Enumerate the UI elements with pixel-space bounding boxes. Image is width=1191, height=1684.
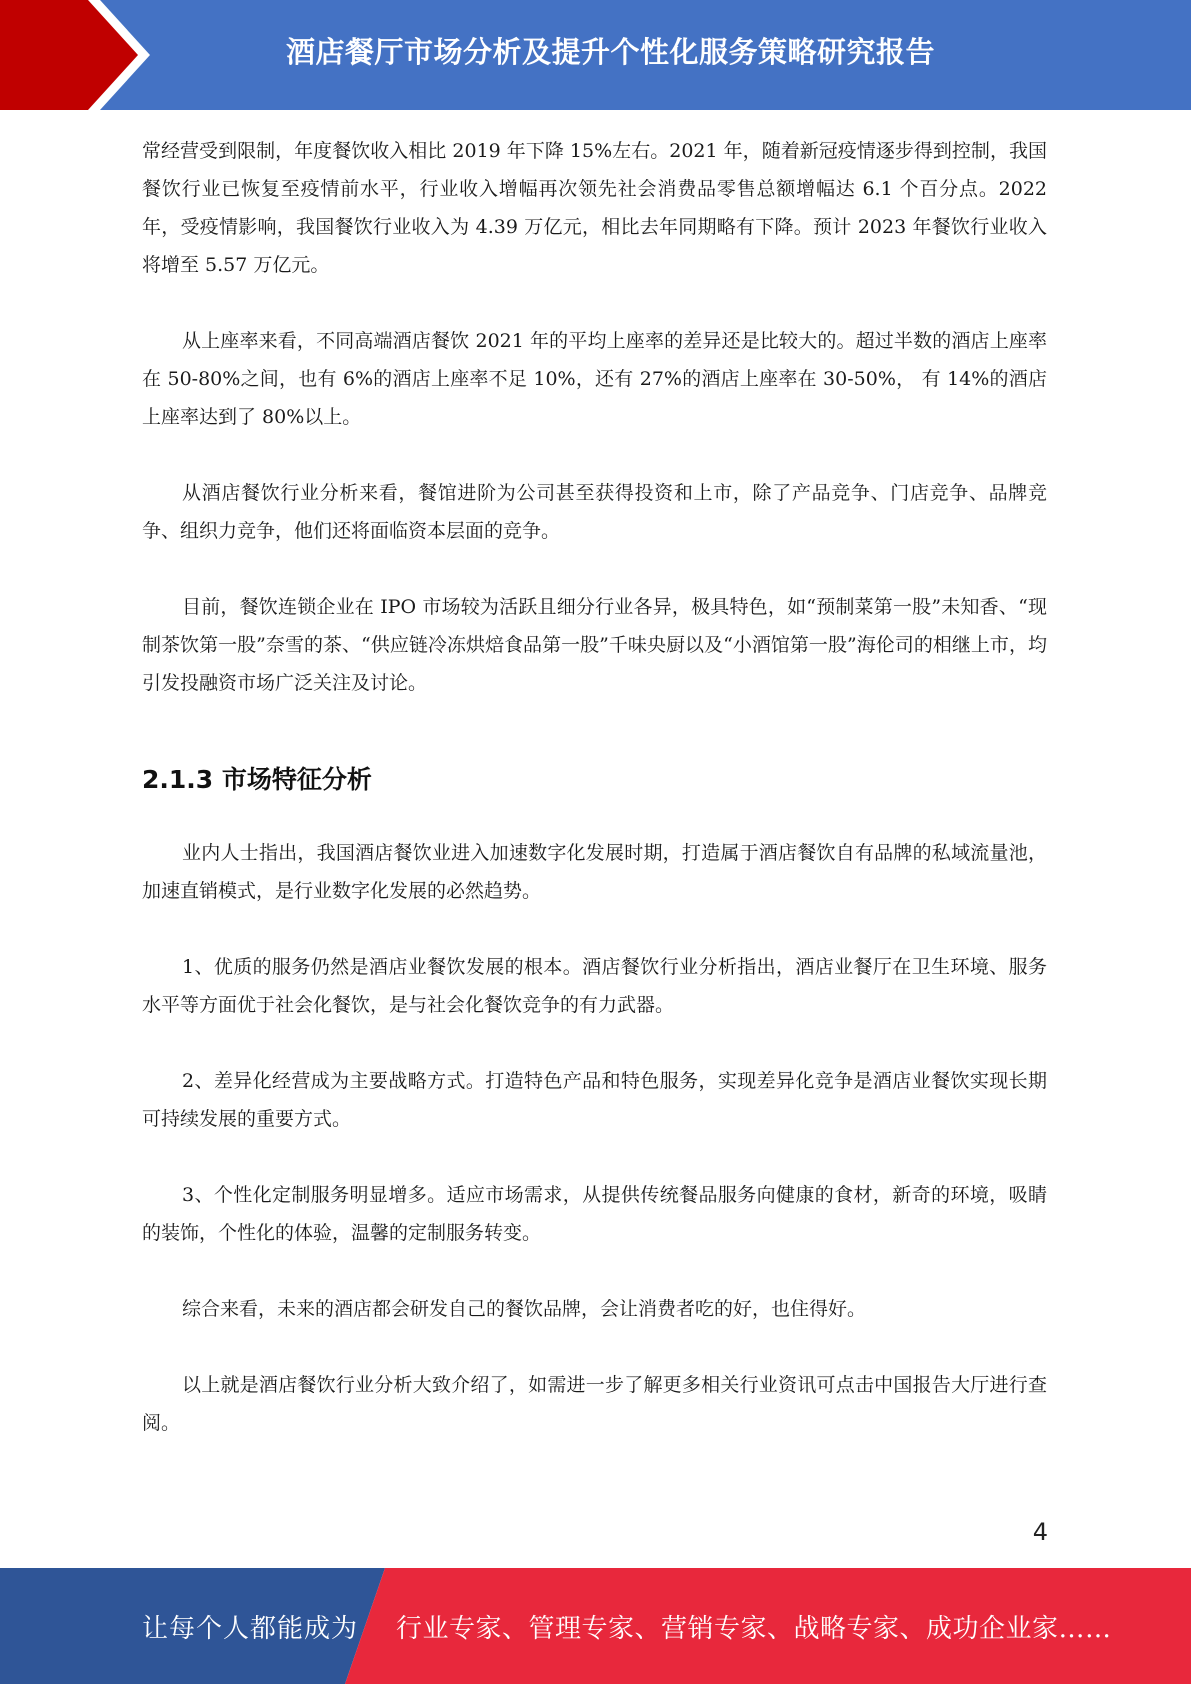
page-header: [0, 0, 1191, 110]
paragraph-feature-2: 2、差异化经营成为主要战略方式。打造特色产品和特色服务，实现差异化竞争是酒店业餐饮实现长期可持续发展的重要方式。: [142, 1070, 1047, 1130]
paragraph-feature-1: 1、优质的服务仍然是酒店业餐饮发展的根本。酒店餐饮行业分析指出，酒店业餐厅在卫生环境、服务水平等方面优于社会化餐饮，是与社会化餐饮竞争的有力武器。: [142, 956, 1047, 1016]
paragraph-summary: 综合来看，未来的酒店都会研发自己的餐饮品牌，会让消费者吃的好，也住得好。: [182, 1298, 867, 1320]
page-number: 4: [1032, 1518, 1048, 1546]
page-footer: [0, 1568, 1191, 1684]
section-heading: 2.1.3 市场特征分析: [142, 765, 372, 794]
paragraph-closing: 以上就是酒店餐饮行业分析大致介绍了，如需进一步了解更多相关行业资讯可点击中国报告大厅进行查阅。: [142, 1374, 1047, 1434]
paragraph-competition: 从酒店餐饮行业分析来看，餐馆进阶为公司甚至获得投资和上市，除了产品竞争、门店竞争、品牌竞争、组织力竞争，他们还将面临资本层面的竞争。: [142, 482, 1047, 542]
document-title: 酒店餐厅市场分析及提升个性化服务策略研究报告: [285, 34, 935, 69]
header-chevron-decoration: [0, 0, 150, 110]
footer-roles: 行业专家、管理专家、营销专家、战略专家、成功企业家……: [396, 1613, 1112, 1644]
document-body: [142, 132, 1047, 1442]
paragraph-occupancy: 从上座率来看，不同高端酒店餐饮 2021 年的平均上座率的差异还是比较大的。超过半数的酒店上座率在 50-80%之间，也有 6%的酒店上座率不足 10%，还有 27%的酒店上座率在 30-50%， 有 14%的酒店上座率达到了 80%以上。: [142, 330, 1047, 428]
paragraph-ipo: 目前，餐饮连锁企业在 IPO 市场较为活跃且细分行业各异，极具特色，如“预制菜第一股”未知香、“现制茶饮第一股”奈雪的茶、“供应链冷冻烘焙食品第一股”千味央厨以及“小酒馆第一股”海伦司的相继上市，均引发投融资市场广泛关注及讨论。: [142, 596, 1047, 694]
footer-slogan: 让每个人都能成为: [142, 1613, 359, 1644]
paragraph-feature-3: 3、个性化定制服务明显增多。适应市场需求，从提供传统餐品服务向健康的食材，新奇的环境，吸睛的装饰，个性化的体验，温馨的定制服务转变。: [142, 1184, 1047, 1244]
paragraph-digitalization: 业内人士指出，我国酒店餐饮业进入加速数字化发展时期，打造属于酒店餐饮自有品牌的私域流量池，加速直销模式，是行业数字化发展的必然趋势。: [142, 842, 1047, 902]
paragraph-revenue: 常经营受到限制，年度餐饮收入相比 2019 年下降 15%左右。2021 年，随着新冠疫情逐步得到控制，我国餐饮行业已恢复至疫情前水平，行业收入增幅再次领先社会消费品零售总额增幅达 6.1 个百分点。2022 年，受疫情影响，我国餐饮行业收入为 4.39 万亿元，相比去年同期略有下降。预计 2023 年餐饮行业收入将增至 5.57 万亿元。: [142, 140, 1047, 276]
